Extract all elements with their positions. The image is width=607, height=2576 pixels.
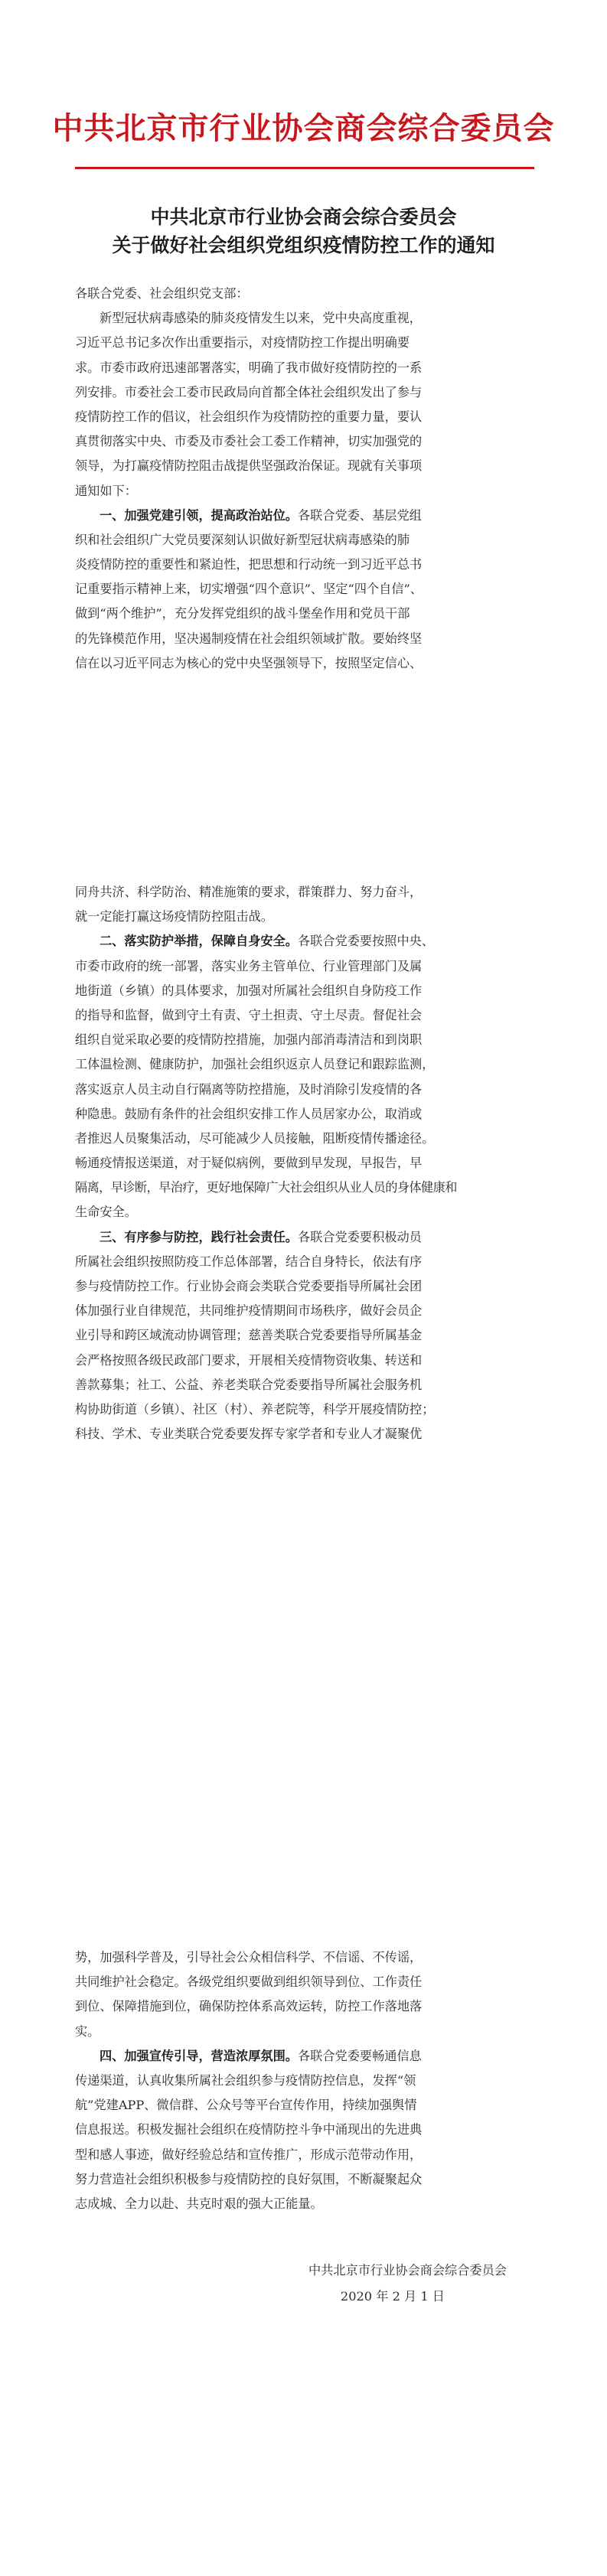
paragraph-line: 体加强行业自律规范，共同维护疫情期间市场秩序，做好会员企	[75, 1303, 423, 1319]
paragraph-line: 所属社会组织按照防疫工作总体部署，结合自身特长，依法有序	[75, 1254, 423, 1269]
paragraph-line: 列安排。市委社会工委市民政局向首都全体社会组织发出了参与	[75, 384, 423, 399]
paragraph-line: 真贯彻落实中央、市委及市委社会工委工作精神，切实加强党的	[75, 434, 423, 449]
paragraph-line: 生命安全。	[75, 1205, 137, 1220]
paragraph-line: 地街道（乡镇）的具体要求，加强对所属社会组织自身防疫工作	[75, 983, 423, 998]
paragraph-line: 航”党建APP、微信群、公众号等平台宣传作用，持续加强舆情	[75, 2098, 417, 2113]
section-1-text: 各联合党委、基层党组	[298, 507, 422, 523]
section-2-text: 各联合党委要按照中央、	[298, 934, 435, 949]
section-3-first-line	[75, 1225, 534, 1250]
paragraph-line: 志成城、全力以赴、共克时艰的强大正能量。	[75, 2196, 323, 2211]
paragraph-line: 工体温检测、健康防护，加强社会组织返京人员登记和跟踪监测，	[75, 1057, 435, 1072]
paragraph-line: 信息报送。积极发掘社会组织在疫情防控斗争中涌现出的先进典	[75, 2122, 423, 2137]
paragraph-line: 炎疫情防控的重要性和紧迫性，把思想和行动统一到习近平总书	[75, 557, 423, 572]
paragraph-line: 领导，为打赢疫情防控阻击战提供坚强政治保证。现就有关事项	[75, 458, 423, 474]
section-3-text: 各联合党委要积极动员	[298, 1229, 422, 1244]
body-block-3	[75, 1945, 534, 2216]
paragraph-line: 做到“两个维护”，充分发挥党组织的战斗堡垒作用和党员干部	[75, 606, 410, 621]
paragraph-line: 善款募集；社工、公益、养老类联合党委要指导所属社会服务机	[75, 1377, 423, 1392]
section-1-first-line	[75, 504, 534, 528]
paragraph-line: 共同维护社会稳定。各级党组织要做到组织领导到位、工作责任	[75, 1974, 423, 1990]
paragraph-line: 落实返京人员主动自行隔离等防控措施，及时消除引发疫情的各	[75, 1081, 423, 1097]
paragraph-line: 构协助街道（乡镇）、社区（村）、养老院等，科学开展疫情防控；	[75, 1401, 435, 1417]
paragraph-line: 种隐患。鼓励有条件的社会组织安排工作人员居家办公，取消或	[75, 1106, 423, 1121]
paragraph-line: 隔离，早诊断，早治疗，更好地保障广大社会组织从业人员的身体健康和	[75, 1180, 457, 1195]
paragraph-line: 参与疫情防控工作。行业协会商会类联合党委要指导所属社会团	[75, 1279, 423, 1293]
paragraph-line: 的指导和监督，做到守土有责、守土担责、守土尽责。督促社会	[75, 1007, 423, 1022]
paragraph-line: 会严格按照各级民政部门要求，开展相关疫情物资收集、转送和	[75, 1352, 423, 1368]
paragraph-line: 者推迟人员聚集活动，尽可能减少人员接触，阻断疫情传播途径。	[75, 1130, 435, 1146]
paragraph-line: 习近平总书记多次作出重要指示，对疫情防控工作提出明确要	[75, 335, 410, 351]
paragraph-line: 的先锋模范作用，坚决遏制疫情在社会组织领域扩散。要始终坚	[75, 631, 423, 646]
paragraph-line: 努力营造社会组织积极参与疫情防控的良好氛围，不断凝聚起众	[75, 2171, 423, 2186]
paragraph-line: 势，加强科学普及，引导社会公众相信科学、不信谣、不传谣，	[75, 1950, 423, 1965]
paragraph-line: 就一定能打赢这场疫情防控阻击战。	[75, 909, 273, 924]
paragraph-line: 通知如下：	[75, 483, 137, 498]
paragraph-line: 记重要指示精神上来，切实增强“四个意识”、坚定“四个自信”、	[75, 582, 423, 597]
notice-title	[0, 203, 607, 259]
paragraph-line: 织和社会组织广大党员要深刻认识做好新型冠状病毒感染的肺	[75, 532, 410, 547]
paragraph-line: 实。	[75, 2023, 100, 2039]
notice-title-line-2: 关于做好社会组织党组织疫情防控工作的通知	[112, 234, 495, 256]
section-4-heading: 四、加强宣传引导，营造浓厚氛围。	[100, 2048, 298, 2063]
salutation: 各联合党委、社会组织党支部：	[75, 286, 249, 301]
body-block-1	[75, 282, 534, 676]
section-4-first-line	[75, 2044, 534, 2069]
paragraph-line: 型和感人事迹，做好经验总结和宣传推广，形成示范带动作用，	[75, 2147, 423, 2162]
paragraph-line: 组织自觉采取必要的疫情防控措施，加强内部消毒清洁和到岗职	[75, 1032, 423, 1048]
signature-date: 2020 年 2 月 1 日	[340, 2289, 445, 2304]
paragraph-line: 科技、学术、专业类联合党委要发挥专家学者和专业人才凝聚优	[75, 1427, 423, 1442]
paragraph-line: 畅通疫情报送渠道，对于疑似病例，要做到早发现，早报告，早	[75, 1156, 423, 1171]
paragraph-line: 同舟共济、科学防治、精准施策的要求，群策群力、努力奋斗，	[75, 885, 423, 899]
signature-block	[75, 2258, 534, 2310]
paragraph-line: 市委市政府的统一部署，落实业务主管单位、行业管理部门及属	[75, 958, 423, 973]
paragraph-line: 传递渠道，认真收集所属社会组织参与疫情防控信息，发挥“领	[75, 2072, 416, 2088]
paragraph-line: 业引导和跨区域流动协调管理；慈善类联合党委要指导所属基金	[75, 1328, 423, 1343]
signature-org: 中共北京市行业协会商会综合委员会	[308, 2263, 507, 2278]
paragraph-line: 到位、保障措施到位，确保防控体系高效运转，防控工作落地落	[75, 1999, 423, 2014]
notice-title-line-1: 中共北京市行业协会商会综合委员会	[150, 206, 457, 228]
section-2-heading: 二、落实防护举措，保障自身安全。	[100, 934, 298, 949]
red-divider-line	[75, 167, 534, 169]
paragraph-line: 信在以习近平同志为核心的党中央坚强领导下，按照坚定信心、	[75, 655, 423, 670]
paragraph-line: 新型冠状病毒感染的肺炎疫情发生以来，党中央高度重视，	[100, 311, 422, 326]
section-2-first-line	[75, 929, 534, 954]
section-1-heading: 一、加强党建引领，提高政治站位。	[100, 507, 298, 523]
red-header-title: 中共北京市行业协会商会综合委员会	[52, 110, 555, 146]
section-3-heading: 三、有序参与防控，践行社会责任。	[100, 1229, 298, 1244]
section-4-text: 各联合党委要畅通信息	[298, 2048, 422, 2063]
paragraph-line: 疫情防控工作的倡议，社会组织作为疫情防控的重要力量，要认	[75, 409, 423, 424]
paragraph-line: 求。市委市政府迅速部署落实，明确了我市做好疫情防控的一系	[75, 360, 423, 375]
body-block-2	[75, 880, 534, 1446]
